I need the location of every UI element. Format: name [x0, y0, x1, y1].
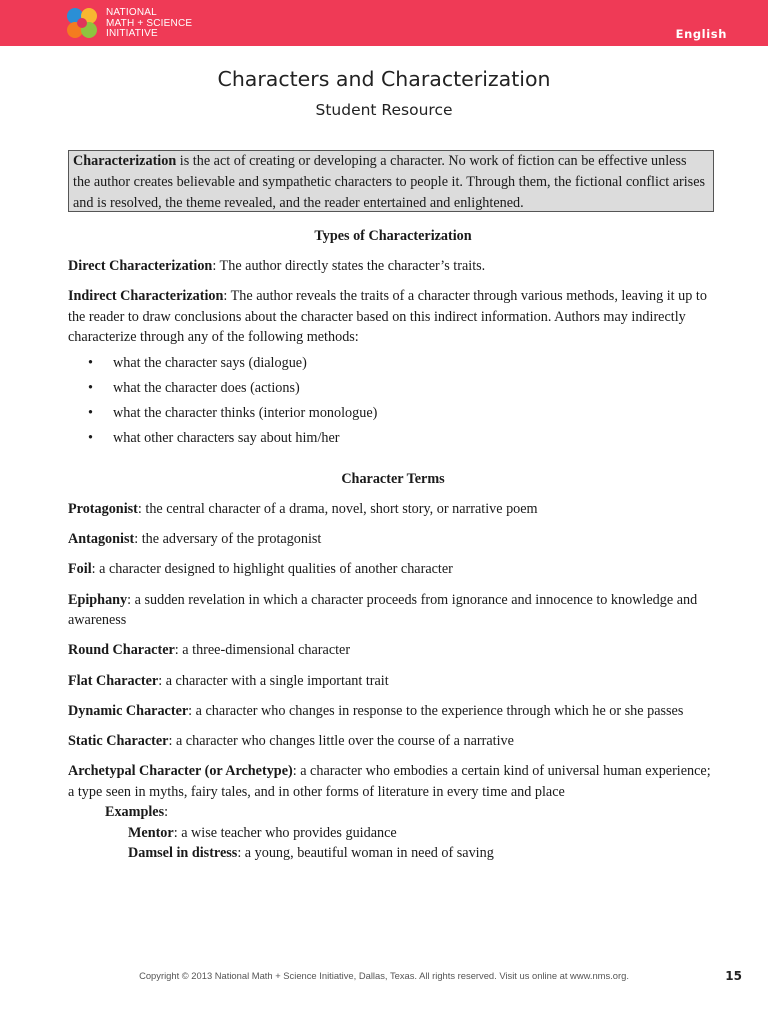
definition-text: is the act of creating or developing a character. No work of fiction can be effective unless the author creates believable and sympathetic characters to people it. Through them, the fictional conflict arises and is resolved, the theme revealed, and the reader entertained and enlightened.	[73, 153, 706, 211]
list-item-text: what other characters say about him/her	[113, 430, 340, 447]
term-label: Protagonist	[68, 501, 138, 518]
term-definition: : a character designed to highlight qualities of another character	[91, 561, 453, 578]
list-item-text: what the character says (dialogue)	[113, 354, 307, 371]
term-definition: : a character who changes little over the course of a narrative	[168, 732, 514, 749]
term-label: Static Character	[68, 732, 169, 749]
list-item	[68, 403, 718, 424]
term-definition: : The author reveals the traits of a character through various methods, leaving it up to the reader to draw conclusions about the character based on this indirect information. Authors may indirectly characterize through any of the following methods:	[68, 288, 707, 345]
page-number: 15	[725, 969, 742, 983]
term-definition: : a three-dimensional character	[174, 642, 351, 659]
term-definition: : a character who embodies a certain kind of universal human experience; a type seen in myths, fairy tales, and in other forms of literature in every time and place	[68, 763, 711, 800]
term-entry	[68, 761, 718, 802]
term-label: Indirect Characterization	[68, 288, 224, 304]
indirect-characterization	[68, 286, 718, 348]
list-item	[68, 378, 718, 399]
main-content	[68, 226, 718, 864]
term-entry	[68, 499, 718, 520]
term-label: Dynamic Character	[68, 702, 189, 719]
list-item-text: what the character thinks (interior monologue)	[113, 405, 378, 422]
term-label: Epiphany	[68, 591, 128, 608]
list-item	[68, 428, 718, 449]
logo-text	[106, 8, 192, 40]
bullet-icon: •	[88, 354, 93, 371]
term-definition: : a character with a single important trait	[158, 672, 389, 689]
header-bar	[0, 0, 768, 46]
logo-line: INITIATIVE	[106, 28, 158, 39]
term-definition: : The author directly states the character’s traits.	[212, 258, 486, 274]
examples-colon: :	[164, 804, 169, 821]
nmsi-logo-icon	[66, 7, 98, 39]
logo-line: NATIONAL	[106, 7, 157, 18]
term-label: Antagonist	[68, 531, 135, 548]
definition-term: Characterization	[73, 153, 177, 169]
term-entry	[68, 671, 718, 692]
example-term: Damsel in distress	[128, 845, 238, 862]
term-definition: : a sudden revelation in which a character proceeds from ignorance and innocence to knowledge and awareness	[68, 591, 698, 629]
examples-heading: Examples	[105, 804, 165, 821]
term-entry	[68, 529, 718, 550]
direct-characterization	[68, 256, 718, 277]
bullet-icon: •	[88, 430, 93, 447]
example-definition: : a young, beautiful woman in need of saving	[237, 845, 494, 862]
list-item-text: what the character does (actions)	[113, 379, 300, 396]
logo-line: MATH + SCIENCE	[106, 17, 193, 29]
example-definition: : a wise teacher who provides guidance	[173, 824, 397, 841]
term-label: Flat Character	[68, 672, 159, 689]
page-title: Characters and Characterization	[217, 67, 551, 91]
definition-box	[68, 150, 714, 212]
examples-label	[68, 802, 718, 823]
methods-list	[68, 353, 718, 449]
term-definition: : the central character of a drama, novel, short story, or narrative poem	[137, 501, 538, 518]
term-entry	[68, 590, 718, 631]
term-definition: : the adversary of the protagonist	[134, 531, 322, 548]
term-label: Foil	[68, 561, 92, 578]
terms-heading: Character Terms	[341, 470, 445, 487]
bullet-icon: •	[88, 379, 93, 396]
term-entry	[68, 701, 718, 722]
subject-label: English	[675, 27, 727, 41]
example-term: Mentor	[128, 824, 174, 841]
term-label: Direct Characterization	[68, 258, 213, 274]
example-entry	[68, 843, 718, 864]
copyright-footer: Copyright © 2013 National Math + Science Initiative, Dallas, Texas. All rights reserved. Visit us online at www.nms.org.	[139, 970, 629, 981]
list-item	[68, 353, 718, 374]
term-label: Archetypal Character (or Archetype)	[68, 763, 293, 780]
example-entry	[68, 823, 718, 844]
term-entry	[68, 731, 718, 752]
types-heading: Types of Characterization	[314, 228, 472, 244]
term-definition: : a character who changes in response to the experience through which he or she passes	[188, 702, 684, 719]
bullet-icon: •	[88, 405, 93, 422]
term-entry	[68, 640, 718, 661]
term-entry	[68, 559, 718, 580]
page-subtitle: Student Resource	[315, 101, 453, 119]
term-label: Round Character	[68, 642, 175, 659]
